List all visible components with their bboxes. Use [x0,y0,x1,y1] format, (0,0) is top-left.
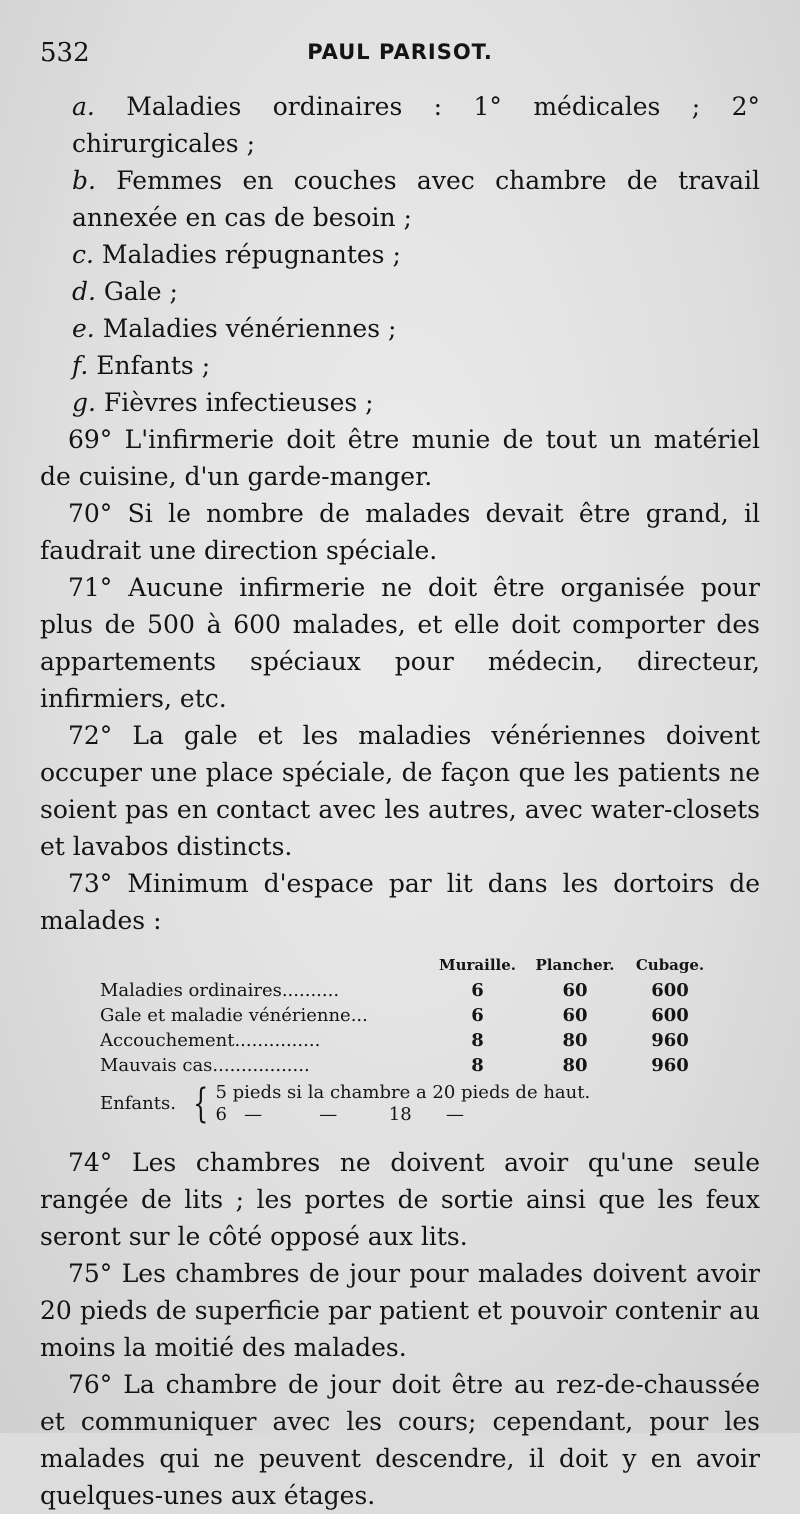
paragraph-73: 73° Minimum d'espace par lit dans les dortoirs de malades : [40,869,760,935]
table-cell: 8 [471,1055,484,1076]
list-text: Femmes en couches avec chambre de travail annexée en cas de besoin ; [72,166,760,232]
table-cell: 6 [471,980,484,1001]
table-row [100,1003,740,1028]
list-item [40,162,760,236]
table-row [100,1053,740,1078]
table-cell: 60 [562,980,588,1001]
table-header-muraille: Muraille. [439,956,516,974]
enfants-label: Enfants. [100,1093,176,1114]
list-text: Maladies vénériennes ; [94,314,397,343]
table-cell-label: Gale et maladie vénérienne... [100,1005,368,1026]
table-cell-label: Mauvais cas................. [100,1055,310,1076]
list-item [40,310,760,347]
list-text: Maladies répugnantes ; [93,240,401,269]
table-cell: 80 [562,1030,588,1051]
paragraph-75: 75° Les chambres de jour pour malades doivent avoir 20 pieds de superficie par patient et pouvoir contenir au moins la moitié des malades. [40,1259,760,1362]
table-row [100,978,740,1003]
category-list [40,88,760,421]
table-cell: 80 [562,1055,588,1076]
list-text: Enfants ; [88,351,211,380]
paragraph-76: 76° La chambre de jour doit être au rez-de-chaussée et communiquer avec les cours; cependant, pour les malades qui ne peuvent descendre, il doit y en avoir quelques-unes aux étages. [40,1370,760,1510]
table-cell: 960 [651,1030,689,1051]
list-item [40,273,760,310]
paragraph-70: 70° Si le nombre de malades devait être grand, il faudrait une direction spéciale. [40,499,760,565]
table-cell: 600 [651,980,689,1001]
brace-glyph: { [193,1081,209,1127]
paragraph-74: 74° Les chambres ne doivent avoir qu'une seule rangée de lits ; les portes de sortie ainsi que les feux seront sur le côté opposé aux lits. [40,1148,760,1251]
enfants-lines [215,1082,590,1126]
page-header [40,38,760,88]
paragraph-69: 69° L'infirmerie doit être munie de tout un matériel de cuisine, d'un garde-manger. [40,425,760,491]
table-header-cubage: Cubage. [635,956,705,974]
paragraph-72: 72° La gale et les maladies vénériennes doivent occuper une place spéciale, de façon que les patients ne soient pas en contact avec les autres, avec water-closets et lavabos distincts. [40,721,760,861]
table-cell: 8 [471,1030,484,1051]
list-letter: c. [72,240,94,269]
list-text: Maladies ordinaires : 1° médicales ; 2° chirurgicales ; [72,92,760,158]
enfants-line: 5 pieds si la chambre a 20 pieds de haut. [215,1082,591,1103]
list-letter: e. [72,314,95,343]
list-letter: a. [72,92,95,121]
list-letter: f. [72,351,89,380]
space-table [100,953,740,1126]
list-letter: g. [72,388,96,417]
table-row [100,1028,740,1053]
list-letter: b. [72,166,96,195]
page-number: 532 [40,38,90,68]
paragraph-71: 71° Aucune infirmerie ne doit être organisée pour plus de 500 à 600 malades, et elle doit comporter des appartements spéciaux pour médecin, directeur, infirmiers, etc. [40,573,760,713]
table-cell: 600 [651,1005,689,1026]
table-cell-label: Maladies ordinaires.......... [100,980,340,1001]
table-cell: 60 [562,1005,588,1026]
enfants-line: 6 — — 18 — [215,1104,465,1125]
list-item [40,236,760,273]
table-cell-label: Accouchement............... [100,1030,321,1051]
list-text: Gale ; [95,277,178,306]
table-header-row [100,953,740,978]
list-letter: d. [72,277,96,306]
list-item [40,384,760,421]
table-header-plancher: Plancher. [535,956,615,974]
running-title: PAUL PARISOT. [307,40,493,64]
list-text: Fièvres infectieuses ; [95,388,374,417]
table-row-enfants [100,1082,740,1126]
list-item [40,88,760,162]
table-header-blank [100,953,430,978]
table-cell: 960 [651,1055,689,1076]
list-item [40,347,760,384]
table-cell: 6 [471,1005,484,1026]
